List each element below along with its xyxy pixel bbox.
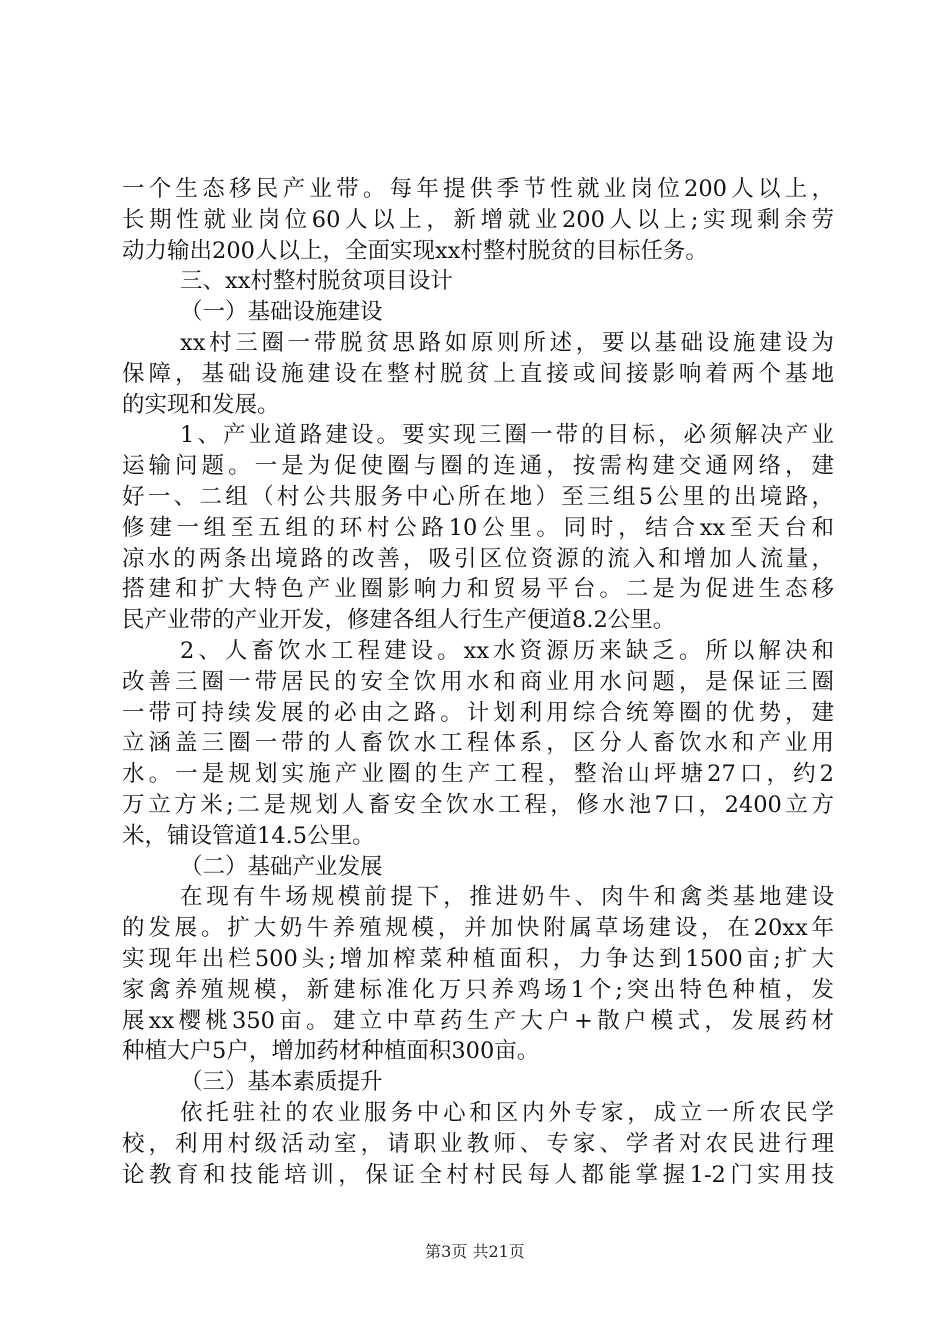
text-line: 在现有牛场规模前提下，推进奶牛、肉牛和禽类基地建设 (180, 884, 834, 911)
text-line: 长期性就业岗位60人以上，新增就业200人以上;实现剩余劳 (122, 206, 834, 233)
text-line: 运输问题。一是为促使圈与圈的连通，按需构建交通网络，建 (122, 453, 834, 480)
text-line: 修建一组至五组的环村公路10公里。同时，结合xx至天台和 (122, 514, 834, 541)
page-footer: 第3页 共21页 (425, 1242, 525, 1261)
text-line: 动力输出200人以上，全面实现xx村整村脱贫的目标任务。 (122, 237, 708, 264)
text-line: （一）基础设施建设 (180, 299, 383, 326)
text-line: 三、xx村整村脱贫项目设计 (180, 268, 453, 295)
text-line: 好一、二组（村公共服务中心所在地）至三组5公里的出境路， (122, 483, 834, 510)
text-line: xx村三圈一带脱贫思路如原则所述，要以基础设施建设为 (180, 329, 834, 356)
text-line: 校，利用村级活动室，请职业教师、专家、学者对农民进行理 (122, 1130, 834, 1157)
text-line: 实现年出栏500头;增加榨菜种植面积，力争达到1500亩;扩大 (122, 945, 834, 972)
text-line: 的实现和发展。 (122, 391, 280, 418)
text-line: 的发展。扩大奶牛养殖规模，并加快附属草场建设，在20xx年 (122, 915, 834, 942)
text-line: 家禽养殖规模，新建标准化万只养鸡场1个;突出特色种植，发 (122, 976, 834, 1003)
text-line: 米，铺设管道14.5公里。 (122, 822, 375, 849)
text-line: 依托驻社的农业服务中心和区内外专家，成立一所农民学 (180, 1099, 834, 1126)
text-line: 万立方米;二是规划人畜安全饮水工程，修水池7口，2400立方 (122, 791, 834, 818)
text-line: 论教育和技能培训，保证全村村民每人都能掌握1-2门实用技 (122, 1161, 834, 1188)
text-line: 搭建和扩大特色产业圈影响力和贸易平台。二是为促进生态移 (122, 576, 834, 603)
text-line: 1、产业道路建设。要实现三圈一带的目标，必须解决产业 (180, 422, 834, 449)
text-line: 一个生态移民产业带。每年提供季节性就业岗位200人以上， (122, 176, 834, 202)
text-line: （三）基本素质提升 (180, 1069, 383, 1096)
text-line: （二）基础产业发展 (180, 853, 383, 880)
text-line: 种植大户5户，增加药材种植面积300亩。 (122, 1038, 540, 1065)
text-line: 民产业带的产业开发，修建各组人行生产便道8.2公里。 (122, 607, 676, 634)
text-line: 水。一是规划实施产业圈的生产工程，整治山坪塘27口，约2 (122, 761, 834, 788)
text-line: 凉水的两条出境路的改善，吸引区位资源的流入和增加人流量， (122, 545, 834, 572)
text-line: 展xx樱桃350亩。建立中草药生产大户+散户模式，发展药材 (122, 1007, 834, 1034)
text-line: 立涵盖三圈一带的人畜饮水工程体系，区分人畜饮水和产业用 (122, 730, 834, 757)
document-body (122, 174, 834, 1190)
text-line: 改善三圈一带居民的安全饮用水和商业用水问题，是保证三圈 (122, 668, 834, 695)
text-line: 保障，基础设施建设在整村脱贫上直接或间接影响着两个基地 (122, 360, 834, 387)
text-line: 2、人畜饮水工程建设。xx水资源历来缺乏。所以解决和 (180, 637, 834, 664)
text-line: 一带可持续发展的必由之路。计划利用综合统筹圈的优势，建 (122, 699, 834, 726)
